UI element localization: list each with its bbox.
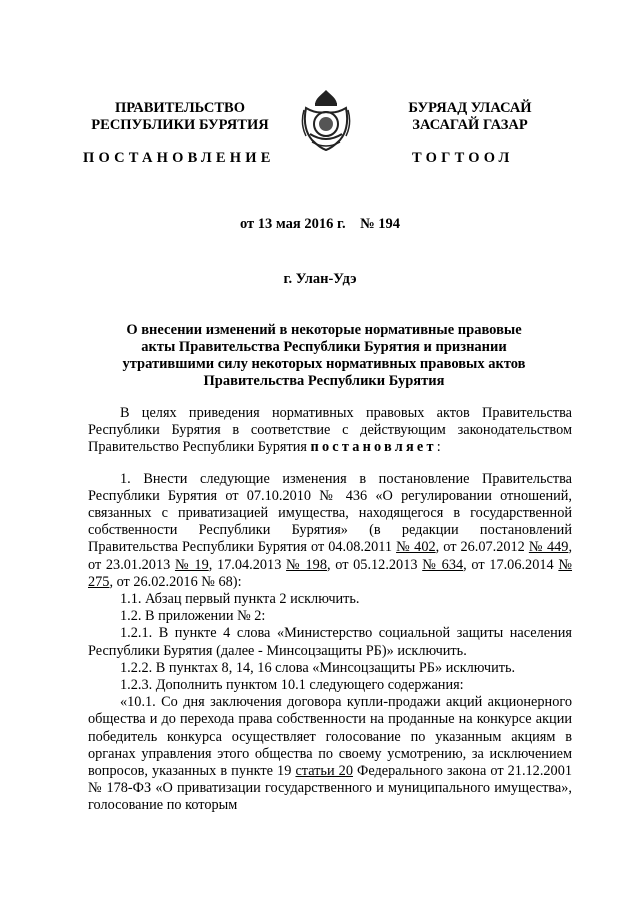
item-10-1-text: «10.1. Со дня заключения договора купли-продажи акций акционерного общества и до перехода права собственности на проданные на конкурсе акции победитель конкурса осуществляет голосование по указанным акциям в органах управления этого общества по своему усмотрению, за исключением вопросов, указанных в пункте 19: [88, 694, 572, 780]
ref-402-link[interactable]: № 402: [396, 539, 436, 556]
item-1-2-3-paragraph: 1.2.3. Дополнить пунктом 10.1 следующего содержания:: [120, 677, 464, 694]
item-1-2-paragraph: 1.2. В приложении № 2:: [120, 608, 266, 625]
item-1-2-2-paragraph: 1.2.2. В пунктах 8, 14, 16 слова «Минсоцзащиты РБ» исключить.: [120, 659, 516, 676]
item-1-text: , от 17.06.2014: [463, 556, 559, 573]
decree-city: г. Улан-Удэ: [283, 271, 357, 287]
item-1-1-paragraph: 1.1. Абзац первый пункта 2 исключить.: [120, 591, 360, 608]
government-name-bua: [372, 100, 568, 134]
item-1-2-1-paragraph: 1.2.1. В пункте 4 слова «Министерство социальной защиты населения Республики Бурятия (далее - Минсоцзащиты РБ)» исключить.: [88, 625, 572, 659]
decree-date-number: от 13 мая 2016 г. № 194: [239, 216, 401, 232]
item-1-text: , от 26.07.2012: [435, 539, 529, 556]
preamble-keyword: постановляет: [310, 439, 437, 456]
decree-heading-ru: ПОСТАНОВЛЕНИЕ: [83, 150, 275, 166]
ref-275-link[interactable]: № 275: [88, 556, 573, 590]
government-name-bua-line1: БУРЯАД УЛАСАЙ: [408, 100, 532, 116]
item-1-text: , 17.04.2013: [208, 556, 287, 573]
item-10-1-paragraph: [88, 694, 572, 814]
government-name-bua-line2: ЗАСАГАЙ ГАЗАР: [412, 117, 528, 133]
ref-19-link[interactable]: № 19: [174, 556, 209, 573]
item-1-text: , от 05.12.2013: [326, 556, 423, 573]
item-1-paragraph: [88, 471, 572, 591]
ref-634-link[interactable]: № 634: [422, 556, 464, 573]
ref-449-link[interactable]: № 449: [528, 539, 569, 556]
item-10-1-text: Федерального закона от 21.12.2001 № 178-ФЗ «О приватизации государственного и муниципального имущества», голосование по которым: [88, 763, 572, 814]
ref-198-link[interactable]: № 198: [286, 556, 327, 573]
document-body: [88, 405, 572, 815]
decree-heading-bua: ТОГТООЛ: [412, 150, 514, 166]
item-1-text: , от 23.01.2013: [88, 539, 573, 573]
preamble-text: В целях приведения нормативных правовых актов Правительства Республики Бурятия в соответствие с действующим законодательством Правительство Республики Бурятия: [88, 405, 572, 456]
preamble-end: :: [436, 439, 441, 456]
government-name-ru-line2: РЕСПУБЛИКИ БУРЯТИЯ: [91, 117, 269, 133]
article-20-link[interactable]: статьи 20: [295, 763, 353, 780]
item-1-text: , от 26.02.2016 № 68):: [109, 573, 242, 590]
item-1-text: 1. Внести следующие изменения в постановление Правительства Республики Бурятия от 07.10.2010 № 436 «О регулировании отношений, связанных с приватизацией имущества, находящегося в государственной собственности Республики Бурятия» (в редакции постановлений Правительства Республики Бурятия от 04.08.2011: [88, 470, 572, 556]
preamble-paragraph: [88, 405, 572, 457]
government-name-ru-line1: ПРАВИТЕЛЬСТВО: [115, 100, 245, 116]
document-title: О внесении изменений в некоторые нормативные правовые акты Правительства Республики Бурятия и признании утратившими силу некоторых нормативных правовых актов Правительства Республики Бурятия: [122, 322, 526, 389]
government-name-ru: [80, 100, 280, 134]
buryatia-coat-of-arms-icon: [298, 88, 354, 154]
